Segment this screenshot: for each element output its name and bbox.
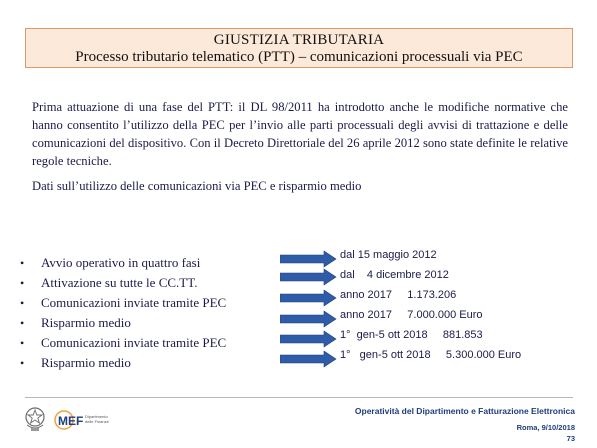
- right-arrow-icon: [280, 251, 336, 267]
- value-item: 1° gen-5 ott 2018 881.853: [340, 329, 483, 341]
- value-item: 1° gen-5 ott 2018 5.300.000 Euro: [340, 349, 522, 361]
- bullet-label: Comunicazioni inviate tramite PEC: [41, 295, 227, 310]
- bullet-label: Risparmio medio: [41, 355, 131, 370]
- right-arrow-icon: [280, 331, 336, 347]
- right-arrow-icon: [280, 290, 336, 306]
- bullet-label: Risparmio medio: [41, 315, 131, 330]
- slide-header: [25, 28, 573, 68]
- mef-wordmark: MEF: [58, 414, 84, 428]
- value-list: [340, 245, 521, 365]
- list-item: [20, 353, 226, 373]
- bullet-list: [20, 253, 226, 373]
- footer-place-date: Roma, 9/10/2018: [516, 423, 575, 432]
- footer-department: Operatività del Dipartimento e Fatturazione Elettronica: [354, 406, 575, 416]
- list-item: [20, 253, 226, 273]
- bullet-icon: •: [20, 356, 25, 370]
- value-item: anno 2017 1.173.206: [340, 289, 457, 301]
- list-item: [20, 273, 226, 293]
- data-subheading: Dati sull’utilizzo delle comunicazioni via PEC e risparmio medio: [32, 179, 362, 193]
- bullet-label: Avvio operativo in quattro fasi: [41, 255, 201, 270]
- bullet-label: Attivazione su tutte le CC.TT.: [41, 275, 198, 290]
- bullet-icon: •: [20, 256, 25, 270]
- bullet-icon: •: [20, 316, 25, 330]
- list-item: [20, 293, 226, 313]
- arrow-column: [280, 250, 340, 370]
- bullet-label: Comunicazioni inviate tramite PEC: [41, 335, 227, 350]
- footer-divider: [25, 397, 573, 398]
- right-arrow-icon: [280, 311, 336, 327]
- mef-tagline-1: Dipartimento: [85, 414, 108, 419]
- bullet-icon: •: [20, 276, 25, 290]
- intro-paragraph: Prima attuazione di una fase del PTT: il DL 98/2011 ha introdotto anche le modifiche normative che hanno consentito l’utilizzo della PEC per l’invio alle parti processuali degli avvisi di trattazione e delle comunicazioni del dispositivo. Con il Decreto Direttoriale del 26 aprile 2012 sono state definite le relative regole tecniche.: [32, 100, 568, 168]
- value-item: dal 4 dicembre 2012: [340, 269, 449, 281]
- right-arrow-icon: [280, 351, 336, 367]
- bullet-icon: •: [20, 336, 25, 350]
- right-arrow-icon: [280, 269, 336, 285]
- slide-subtitle: Processo tributario telematico (PTT) – comunicazioni processuali via PEC: [75, 49, 523, 65]
- italian-republic-emblem-icon: [24, 404, 46, 432]
- mef-logo: [54, 409, 114, 431]
- value-item: dal 15 maggio 2012: [340, 249, 437, 261]
- bullet-icon: •: [20, 296, 25, 310]
- mef-tagline-2: delle Finanze: [85, 419, 109, 424]
- list-item: [20, 313, 226, 333]
- list-item: [20, 333, 226, 353]
- page-number: 73: [566, 434, 575, 443]
- slide-title: GIUSTIZIA TRIBUTARIA: [213, 32, 385, 48]
- value-item: anno 2017 7.000.000 Euro: [340, 309, 483, 321]
